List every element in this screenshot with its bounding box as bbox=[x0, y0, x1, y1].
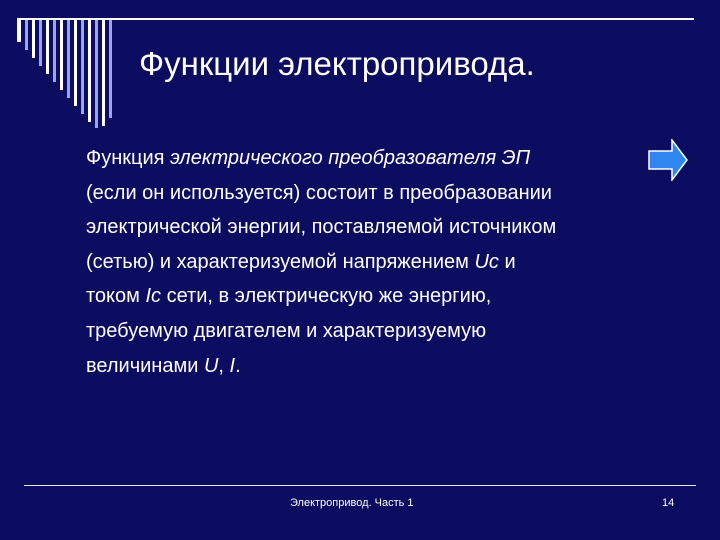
body-text-run: I bbox=[229, 354, 236, 377]
top-rule bbox=[17, 18, 694, 20]
decorative-bar bbox=[53, 20, 56, 82]
slide-body bbox=[86, 141, 671, 383]
body-line bbox=[86, 279, 671, 314]
decorative-bar bbox=[81, 20, 84, 114]
body-text-run: электрической энергии, поставляемой источником bbox=[86, 216, 557, 239]
footer-title: Электропривод. Часть 1 bbox=[290, 497, 414, 509]
body-text-run: (если он используется) состоит в преобразовании bbox=[86, 181, 552, 204]
page-number: 14 bbox=[662, 497, 675, 509]
decorative-bar bbox=[25, 20, 28, 50]
body-text-run: требуемую двигателем и характеризуемую bbox=[86, 319, 487, 342]
body-text-run: . bbox=[235, 354, 241, 377]
decorative-bar bbox=[17, 20, 21, 42]
body-line bbox=[86, 176, 671, 211]
body-text-run: , bbox=[218, 354, 230, 377]
body-line bbox=[86, 141, 671, 176]
decorative-bar bbox=[60, 20, 63, 90]
body-line bbox=[86, 210, 671, 245]
body-text-run: Uс bbox=[474, 250, 499, 273]
body-line bbox=[86, 245, 671, 280]
slide-title: Функции электропривода. bbox=[139, 45, 535, 82]
footer-divider bbox=[24, 485, 696, 486]
decorative-bar bbox=[95, 20, 98, 128]
decorative-bar bbox=[88, 20, 91, 122]
body-text-run: Iс bbox=[145, 285, 162, 308]
body-text-run: U bbox=[203, 354, 219, 377]
body-line bbox=[86, 349, 671, 384]
decorative-bar bbox=[39, 20, 42, 66]
body-text-run: сети, в электрическую же энергию, bbox=[161, 285, 492, 308]
decorative-bar bbox=[46, 20, 49, 74]
body-line bbox=[86, 314, 671, 349]
decorative-bar bbox=[109, 20, 112, 118]
body-text-run: и bbox=[498, 250, 516, 273]
decorative-bar bbox=[74, 20, 77, 106]
decorative-bar bbox=[32, 20, 35, 58]
decorative-bar bbox=[102, 20, 105, 126]
body-text-run: величинами bbox=[86, 354, 204, 377]
body-text-run: электрического преобразователя ЭП bbox=[170, 147, 531, 169]
decorative-bar bbox=[67, 20, 70, 98]
body-text-run: (сетью) и характеризуемой напряжением bbox=[86, 250, 475, 273]
body-text-run: Функция bbox=[86, 147, 171, 169]
body-text-run: током bbox=[86, 285, 146, 308]
